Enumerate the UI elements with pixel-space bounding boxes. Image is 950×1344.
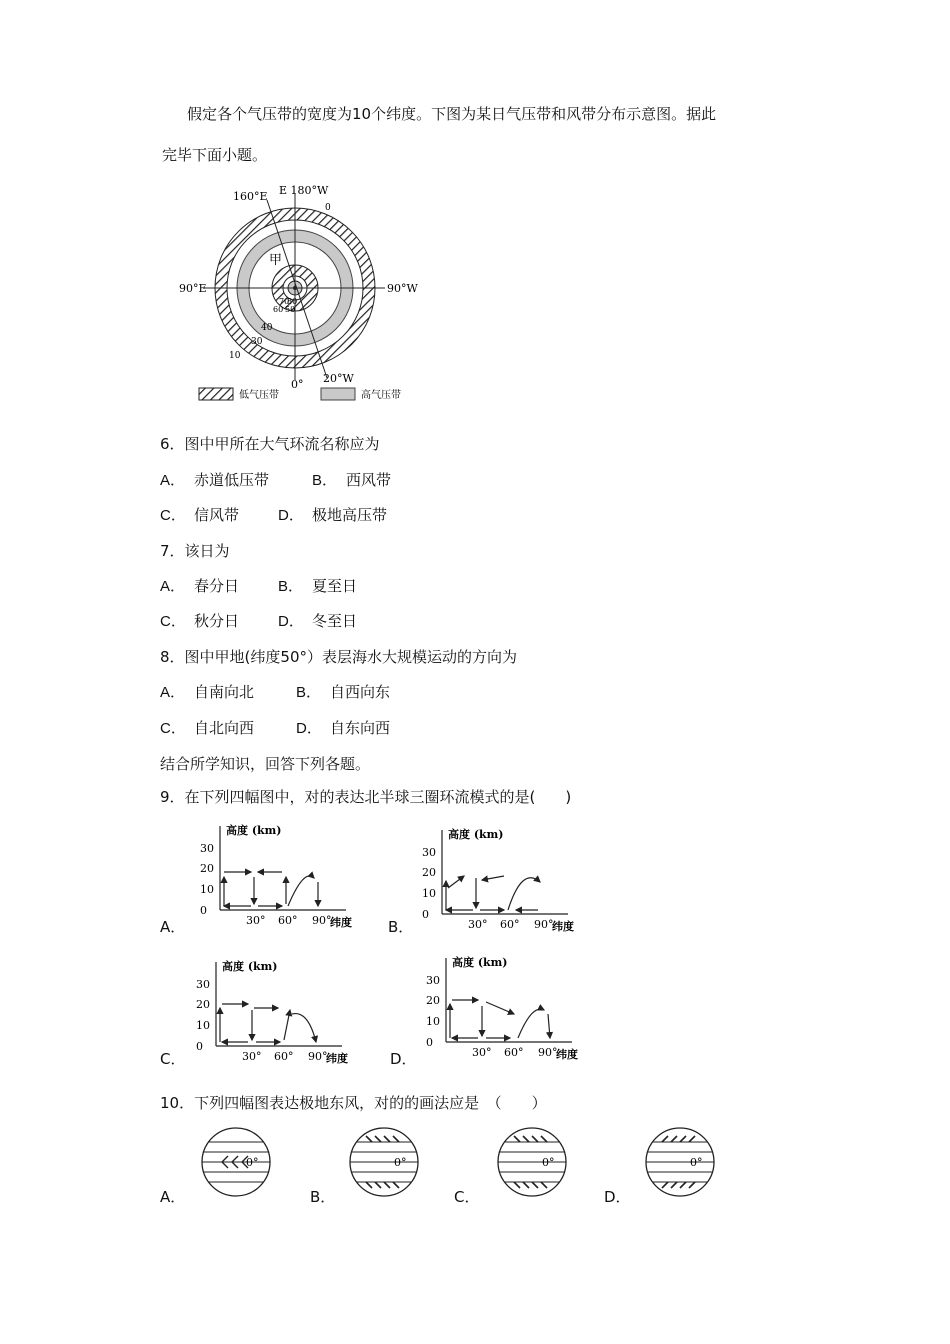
y-tick-label: 20 — [426, 994, 440, 1007]
label-lat-80: 80 — [287, 297, 298, 306]
label-20W: 20°W — [323, 372, 354, 385]
x-tick-label: 30° — [246, 914, 266, 927]
q6-option-b[interactable]: B． 西风带 — [312, 471, 392, 489]
label-lat-0-top: 0 — [325, 203, 331, 213]
x-tick-label: 60° — [278, 914, 298, 927]
y-tick-label: 20 — [196, 998, 210, 1011]
label-0-lon: 0° — [291, 378, 304, 391]
arrow-polar-cell — [518, 1009, 544, 1038]
q10-globe-b[interactable] — [346, 1124, 422, 1204]
q9-option-c-key[interactable]: C． — [160, 1050, 186, 1068]
q9-chart-d[interactable] — [422, 954, 592, 1068]
q6-option-d[interactable]: D． 极地高压带 — [278, 506, 388, 524]
pressure-belt-figure — [175, 180, 435, 410]
label-160E: 160°E — [233, 190, 268, 203]
y-tick-label: 20 — [200, 862, 214, 875]
label-lat-50: 50 — [285, 305, 296, 314]
y-tick-label: 20 — [422, 866, 436, 879]
x-tick-label: 30° — [242, 1050, 262, 1063]
equator-label: 0° — [394, 1156, 407, 1169]
arrow-down-90 — [548, 1014, 550, 1038]
q9-stem: 9．在下列四幅图中，对的表达北半球三圈环流模式的是( ) — [160, 788, 572, 806]
x-axis-title: 纬度 — [556, 1048, 578, 1061]
q9-option-a-key[interactable]: A． — [160, 918, 186, 936]
q8-stem: 8．图中甲地(纬度50°）表层海水大规模运动的方向为 — [160, 648, 517, 666]
legend-low-swatch — [199, 388, 233, 400]
arrow-polar-cell — [292, 1014, 316, 1042]
y-axis-title: 高度 (km) — [452, 956, 508, 969]
q7-stem: 7．该日为 — [160, 542, 230, 560]
arrow-upper-1 — [448, 876, 464, 888]
legend-high-swatch — [321, 388, 355, 400]
q6-option-a[interactable]: A． 赤道低压带 — [160, 471, 270, 489]
label-lat-10: 10 — [229, 351, 241, 361]
y-tick-label: 10 — [426, 1015, 440, 1028]
x-axis-title: 纬度 — [330, 916, 352, 929]
y-tick-label: 10 — [196, 1019, 210, 1032]
y-axis-title: 高度 (km) — [448, 828, 504, 841]
y-tick-label: 30 — [426, 974, 440, 987]
q8-option-b[interactable]: B． 自西向东 — [296, 683, 391, 701]
arrow-polar-cell — [288, 876, 314, 906]
y-tick-label: 0 — [426, 1036, 433, 1049]
x-tick-label: 30° — [472, 1046, 492, 1059]
equator-label: 0° — [246, 1156, 259, 1169]
arrow-upper-2 — [482, 876, 504, 880]
q10-option-a-key[interactable]: A． — [160, 1188, 186, 1206]
equator-label: 0° — [690, 1156, 703, 1169]
x-tick-label: 60° — [500, 918, 520, 931]
q8-option-a[interactable]: A． 自南向北 — [160, 683, 255, 701]
q10-globe-a[interactable] — [198, 1124, 274, 1204]
q10-option-c-key[interactable]: C． — [454, 1188, 480, 1206]
q7-option-a[interactable]: A． 春分日 — [160, 577, 240, 595]
q9-option-b-key[interactable]: B． — [388, 918, 414, 936]
q9-chart-c[interactable] — [192, 958, 362, 1072]
legend-low-label: 低气压带 — [239, 390, 279, 401]
q10-globe-d[interactable] — [642, 1124, 718, 1204]
y-tick-label: 0 — [422, 908, 429, 921]
x-tick-label: 60° — [274, 1050, 294, 1063]
intro-line-1: 假定各个气压带的宽度为10个纬度。下图为某日气压带和风带分布示意图。据此 — [187, 105, 717, 123]
q6-stem: 6．图中甲所在大气环流名称应为 — [160, 435, 380, 453]
intro-line-2: 完毕下面小题。 — [162, 146, 268, 164]
x-tick-label: 90° — [312, 914, 332, 927]
label-90E: 90°E — [179, 282, 207, 295]
y-axis-title: 高度 (km) — [226, 824, 282, 837]
x-axis-title: 纬度 — [552, 920, 574, 933]
label-lat-40: 40 — [261, 323, 273, 333]
y-tick-label: 0 — [196, 1040, 203, 1053]
q9-option-d-key[interactable]: D． — [390, 1050, 417, 1068]
q6-option-c[interactable]: C． 信风带 — [160, 506, 240, 524]
legend-high-label: 高气压带 — [361, 390, 401, 401]
q10-option-d-key[interactable]: D． — [604, 1188, 631, 1206]
section2-instruction: 结合所学知识，回答下列各题。 — [160, 755, 371, 773]
q8-option-c[interactable]: C． 自北向西 — [160, 719, 255, 737]
q9-chart-a[interactable] — [196, 822, 366, 936]
y-tick-label: 30 — [422, 846, 436, 859]
q7-option-d[interactable]: D． 冬至日 — [278, 612, 358, 630]
label-lat-60: 60 — [273, 305, 284, 314]
label-jia: 甲 — [269, 253, 283, 268]
y-tick-label: 30 — [200, 842, 214, 855]
label-lat-30: 30 — [251, 337, 263, 347]
label-90W: 90°W — [387, 282, 418, 295]
x-tick-label: 60° — [504, 1046, 524, 1059]
label-E180W: E 180°W — [279, 184, 329, 197]
y-tick-label: 30 — [196, 978, 210, 991]
q9-chart-b[interactable] — [418, 826, 588, 940]
x-tick-label: 90° — [534, 918, 554, 931]
y-tick-label: 10 — [422, 887, 436, 900]
x-tick-label: 30° — [468, 918, 488, 931]
q10-option-b-key[interactable]: B． — [310, 1188, 336, 1206]
q10-globe-c[interactable] — [494, 1124, 570, 1204]
q8-option-d[interactable]: D． 自东向西 — [296, 719, 391, 737]
q7-option-c[interactable]: C． 秋分日 — [160, 612, 240, 630]
q10-stem: 10．下列四幅图表达极地东风，对的的画法应是 （ ） — [160, 1094, 547, 1112]
x-tick-label: 90° — [308, 1050, 328, 1063]
y-tick-label: 10 — [200, 883, 214, 896]
equator-label: 0° — [542, 1156, 555, 1169]
q7-option-b[interactable]: B． 夏至日 — [278, 577, 358, 595]
x-tick-label: 90° — [538, 1046, 558, 1059]
arrow-up-60 — [284, 1010, 290, 1040]
y-tick-label: 0 — [200, 904, 207, 917]
arrow-upper-2 — [486, 1002, 514, 1014]
label-lat-70: 70 — [279, 297, 290, 306]
x-axis-title: 纬度 — [326, 1052, 348, 1065]
y-axis-title: 高度 (km) — [222, 960, 278, 973]
arrow-polar-cell — [508, 878, 540, 910]
